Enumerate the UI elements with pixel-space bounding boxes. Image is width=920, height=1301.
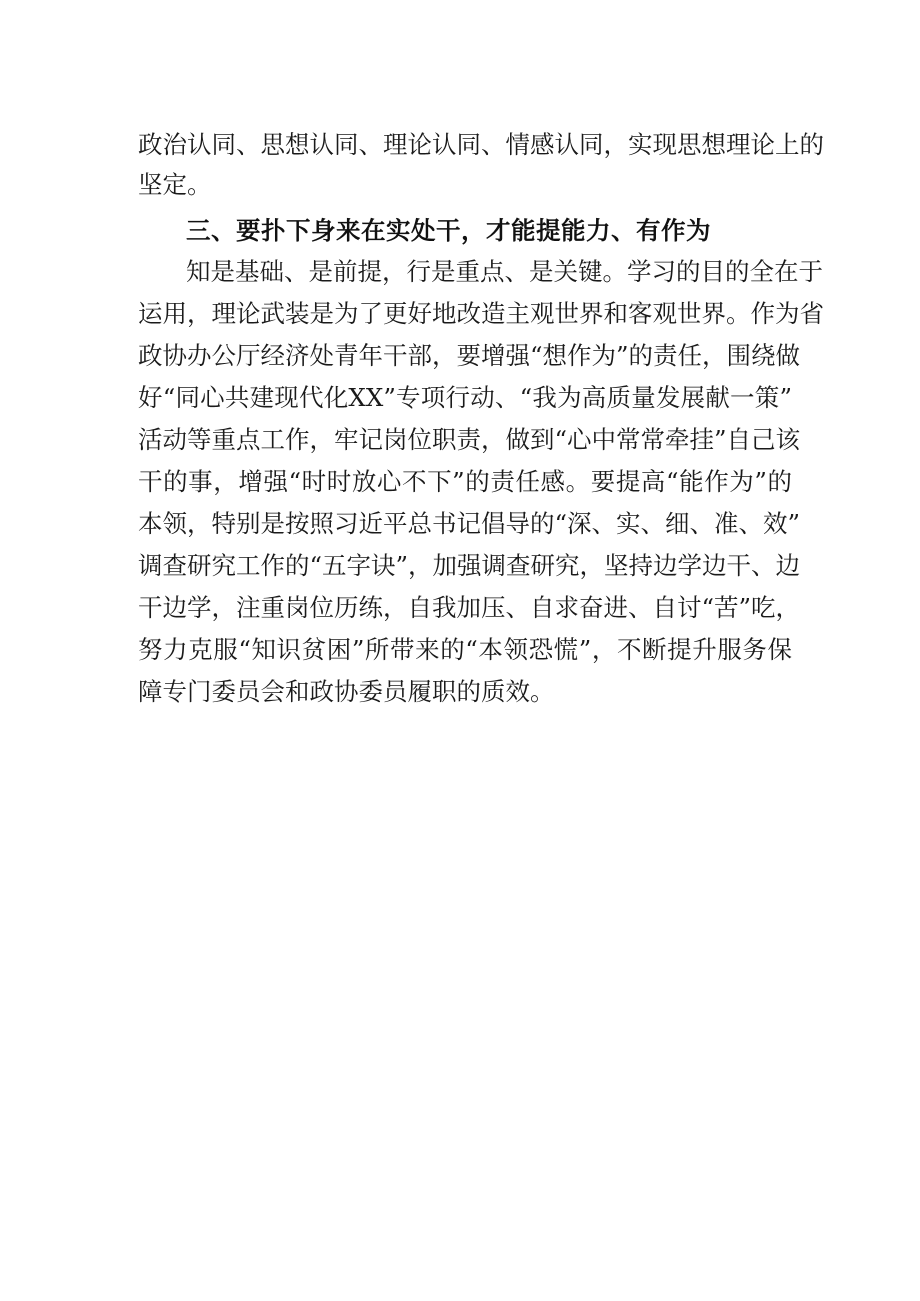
paragraph-2-line-10: 努力克服“知识贫困”所带来的“本领恐慌”，不断提升服务保 [138, 635, 792, 664]
paragraph-2-line-7: 本领，特别是按照习近平总书记倡导的“深、实、细、准、效” [138, 509, 801, 538]
paragraph-2-line-6: 干的事，增强“时时放心不下”的责任感。要提高“能作为”的 [138, 467, 792, 496]
paragraph-2-line-2: 运用，理论武装是为了更好地改造主观世界和客观世界。作为省 [138, 299, 824, 328]
paragraph-2-line-3: 政协办公厅经济处青年干部，要增强“想作为”的责任，围绕做 [138, 341, 801, 370]
paragraph-2-line-1: 知是基础、是前提，行是重点、是关键。学习的目的全在于 [186, 257, 823, 286]
paragraph-2-line-5: 活动等重点工作，牢记岗位职责，做到“心中常常牵挂”自己该 [138, 425, 801, 454]
paragraph-1-line-2: 坚定。 [138, 170, 212, 199]
section-heading: 三、要扑下身来在实处干，才能提能力、有作为 [186, 216, 711, 245]
paragraph-2-line-9: 干边学，注重岗位历练，自我加压、自求奋进、自讨“苦”吃， [138, 593, 801, 622]
paragraph-2-line-11: 障专门委员会和政协委员履职的质效。 [138, 677, 555, 706]
paragraph-2-line-4: 好“同心共建现代化XX”专项行动、“我为高质量发展献一策” [138, 383, 792, 412]
paragraph-2-line-8: 调查研究工作的“五字诀”，加强调查研究，坚持边学边干、边 [138, 551, 801, 580]
paragraph-1-line-1: 政治认同、思想认同、理论认同、情感认同，实现思想理论上的 [138, 130, 824, 159]
